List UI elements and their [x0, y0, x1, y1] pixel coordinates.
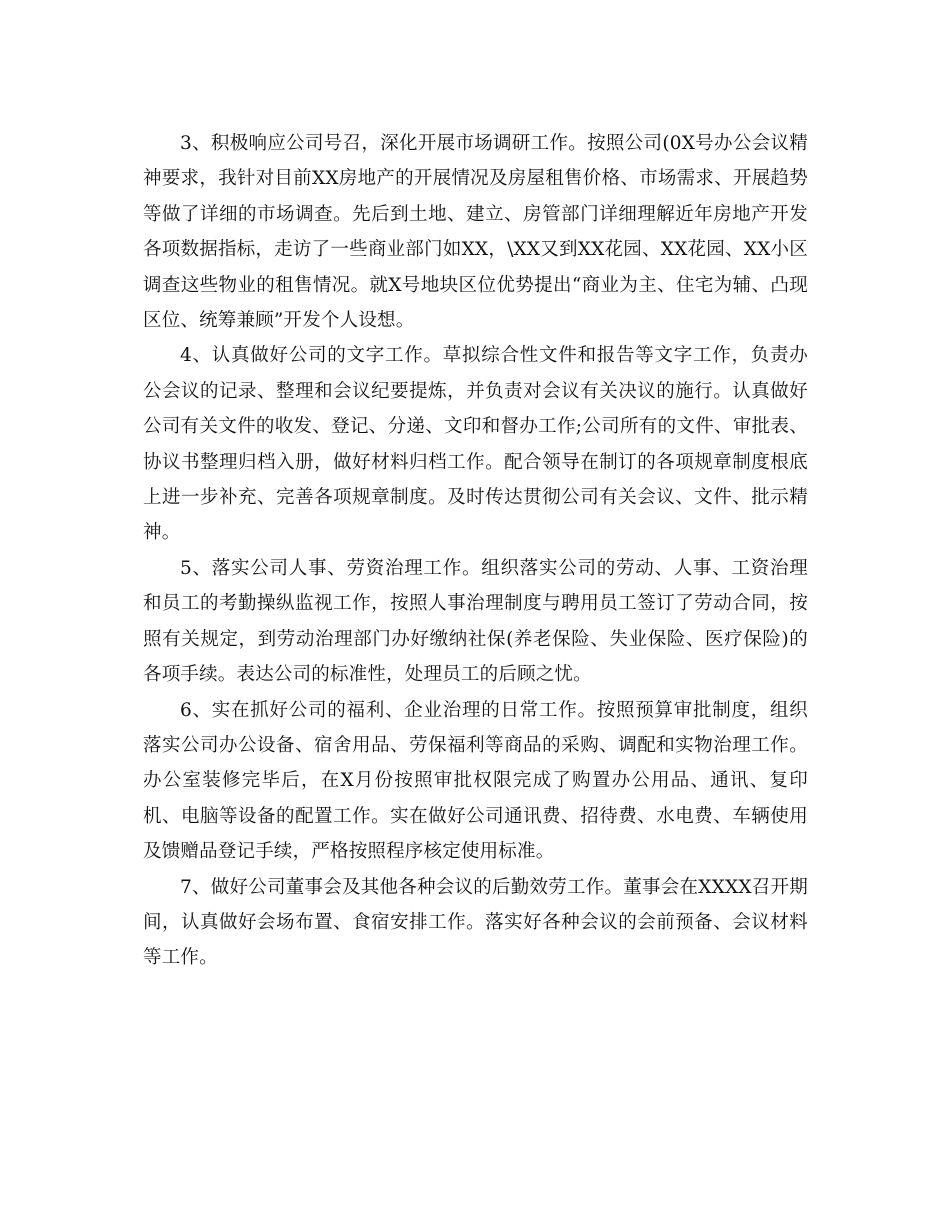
paragraph-item-5: 5、落实公司人事、劳资治理工作。组织落实公司的劳动、人事、工资治理和员工的考勤操纵监视工作，按照人事治理制度与聘用员工签订了劳动合同，按照有关规定，到劳动治理部门办好缴纳社保(养老保险、失业保险、医疗保险)的各项手续。表达公司的标准性，处理员工的后顾之忧。 [143, 557, 808, 686]
paragraph-item-7: 7、做好公司董事会及其他各种会议的后勤效劳工作。董事会在XXXX召开期间，认真做好会场布置、食宿安排工作。落实好各种会议的会前预备、会议材料等工作。 [143, 876, 808, 969]
paragraph-item-6: 6、实在抓好公司的福利、企业治理的日常工作。按照预算审批制度，组织落实公司办公设备、宿舍用品、劳保福利等商品的采购、调配和实物治理工作。办公室装修完毕后，在X月份按照审批权限完成了购置办公用品、通讯、复印机、电脑等设备的配置工作。实在做好公司通讯费、招待费、水电费、车辆使用及馈赠品登记手续，严格按照程序核定使用标准。 [143, 699, 808, 863]
paragraph-item-3: 3、积极响应公司号召，深化开展市场调研工作。按照公司(0X号办公会议精神要求，我针对目前XX房地产的开展情况及房屋租售价格、市场需求、开展趋势等做了详细的市场调查。先后到土地、建立、房管部门详细理解近年房地产开发各项数据指标，走访了一些商业部门如XX，\XX又到XX花园、XX花园、XX小区调查这些物业的租售情况。就X号地块区位优势提出“商业为主、住宅为辅、凸现区位、统筹兼顾”开发个人设想。 [143, 133, 808, 332]
document-body [143, 126, 808, 976]
paragraph-item-4: 4、认真做好公司的文字工作。草拟综合性文件和报告等文字工作，负责办公会议的记录、整理和会议纪要提炼，并负责对会议有关决议的施行。认真做好公司有关文件的收发、登记、分递、文印和督办工作;公司所有的文件、审批表、协议书整理归档入册，做好材料归档工作。配合领导在制订的各项规章制度根底上进一步补充、完善各项规章制度。及时传达贯彻公司有关会议、文件、批示精神。 [143, 345, 808, 544]
